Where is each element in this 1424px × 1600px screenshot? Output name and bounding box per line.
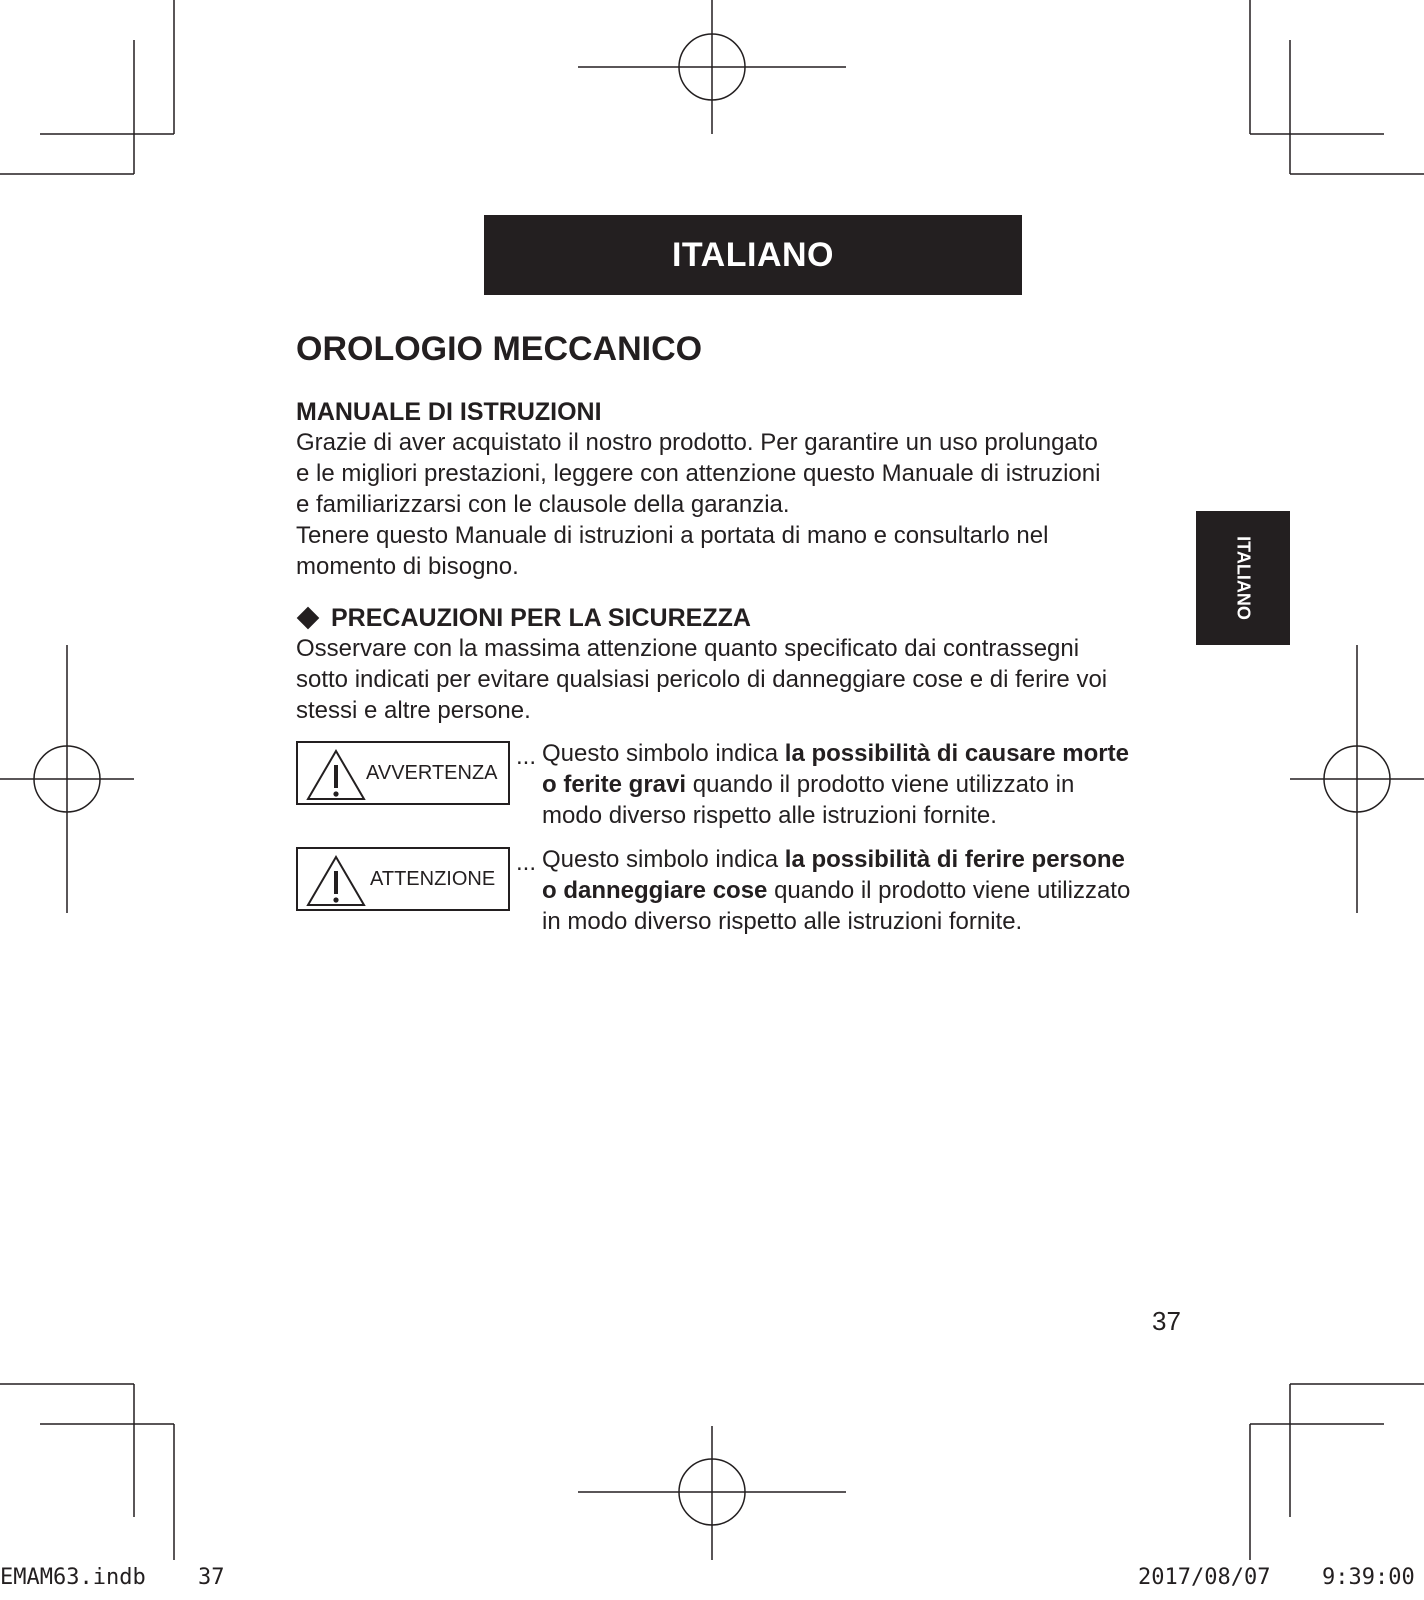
intro-line: momento di bisogno.: [296, 553, 519, 580]
description-emphasis: la possibilità di ferire persone: [784, 846, 1125, 873]
main-content: [296, 326, 1196, 726]
footer-page: 37: [198, 1565, 225, 1590]
safety-heading: [296, 603, 1196, 633]
description-text: Questo simbolo indica: [542, 740, 785, 767]
description-emphasis: o ferite gravi: [542, 771, 687, 798]
attenzione-label: ATTENZIONE: [370, 868, 496, 890]
safety-line: stessi e altre persone.: [296, 697, 531, 724]
avvertenza-description: [516, 741, 1182, 831]
description-emphasis: o danneggiare cose: [542, 877, 768, 904]
language-banner: ITALIANO: [484, 215, 1022, 295]
warning-triangle-icon: [302, 747, 366, 801]
warning-triangle-icon: [302, 853, 366, 907]
description-text: modo diverso rispetto alle istruzioni fornite.: [542, 802, 997, 829]
document-title: OROLOGIO MECCANICO: [296, 330, 703, 368]
avvertenza-label: AVVERTENZA: [366, 762, 498, 784]
intro-line: Tenere questo Manuale di istruzioni a portata di mano e consultarlo nel: [296, 522, 1049, 549]
side-tab-label: ITALIANO: [1233, 536, 1254, 620]
safety-heading-text: PRECAUZIONI PER LA SICUREZZA: [331, 604, 751, 632]
description-text: quando il prodotto viene utilizzato in: [686, 771, 1075, 798]
side-language-tab: [1196, 511, 1290, 645]
intro-line: Grazie di aver acquistato il nostro prodotto. Per garantire un uso prolungato: [296, 429, 1098, 456]
warning-row: [296, 741, 1182, 831]
manual-heading: MANUALE DI ISTRUZIONI: [296, 398, 602, 426]
intro-line: e familiarizzarsi con le clausole della garanzia.: [296, 491, 790, 518]
attenzione-symbol-box: [296, 847, 510, 911]
avvertenza-symbol-box: [296, 741, 510, 805]
description-text: in modo diverso rispetto alle istruzioni fornite.: [542, 908, 1023, 935]
safety-line: Osservare con la massima attenzione quanto specificato dai contrassegni: [296, 635, 1080, 662]
safety-line: sotto indicati per evitare qualsiasi pericolo di danneggiare cose e di ferire voi: [296, 666, 1108, 693]
footer-date: 2017/08/07: [1138, 1565, 1271, 1590]
description-text: Questo simbolo indica: [542, 846, 785, 873]
page-number: 37: [1152, 1306, 1181, 1336]
intro-line: e le migliori prestazioni, leggere con attenzione questo Manuale di istruzioni: [296, 460, 1101, 487]
footer-time: 9:39:00: [1322, 1565, 1415, 1590]
diamond-bullet-icon: [297, 607, 320, 630]
leader-dots: ...: [516, 849, 537, 876]
warning-row: [296, 847, 1182, 937]
attenzione-description: [516, 847, 1182, 937]
description-emphasis: la possibilità di causare morte: [784, 740, 1129, 767]
footer-file-name: EMAM63.indb: [0, 1565, 146, 1590]
description-text: quando il prodotto viene utilizzato: [767, 877, 1131, 904]
leader-dots: ...: [516, 743, 537, 770]
